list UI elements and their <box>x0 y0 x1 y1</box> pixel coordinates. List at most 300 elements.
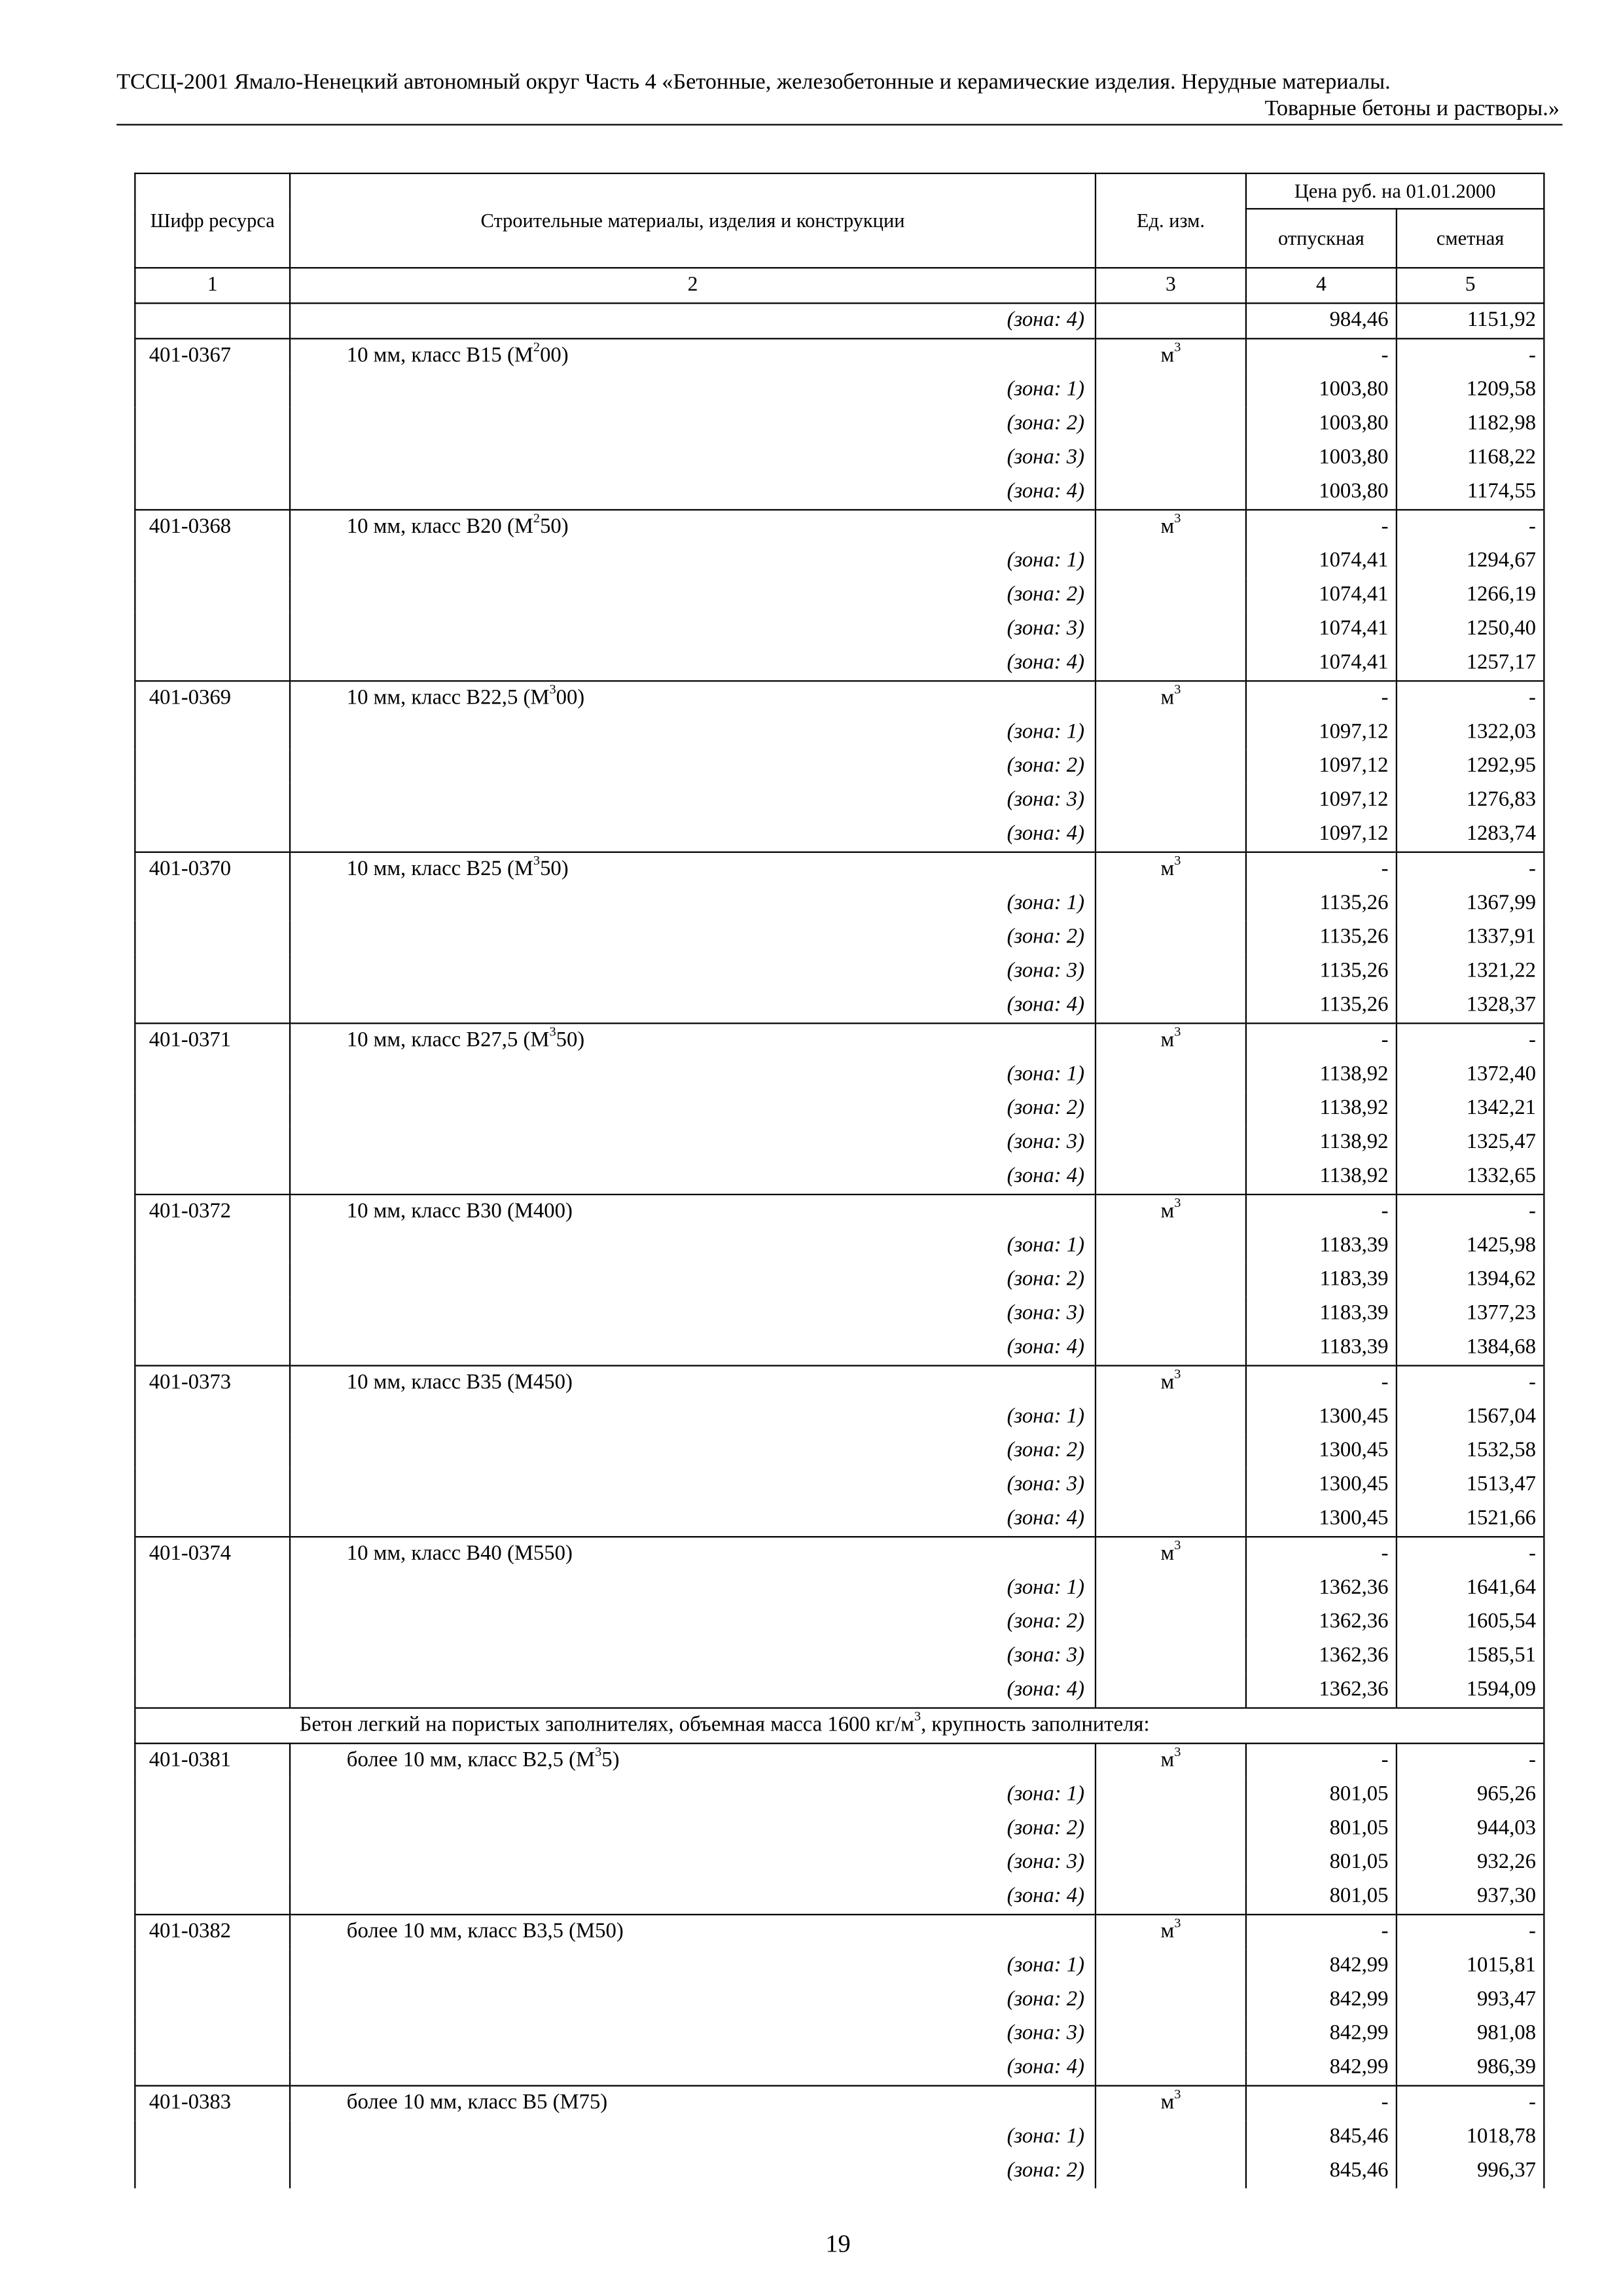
resource-name-tail: 5) <box>601 1748 620 1772</box>
resource-code-cell <box>135 545 290 579</box>
release-price: 984,46 <box>1246 303 1397 338</box>
release-price: - <box>1246 510 1397 545</box>
column-number: 4 <box>1246 268 1397 303</box>
zone-label: (зона: 3) <box>290 783 1096 817</box>
column-number: 2 <box>290 268 1096 303</box>
release-price: - <box>1246 1537 1397 1571</box>
resource-code-cell <box>135 1812 290 1846</box>
estimate-price: 996,37 <box>1397 2155 1544 2189</box>
zone-label: (зона: 4) <box>290 303 1096 338</box>
table-row <box>135 989 1544 1024</box>
estimate-price: 944,03 <box>1397 1812 1544 1846</box>
release-price: 1097,12 <box>1246 783 1397 817</box>
zone-label: (зона: 2) <box>290 1263 1096 1297</box>
unit-cell <box>1096 303 1246 338</box>
estimate-price: 1018,78 <box>1397 2121 1544 2155</box>
resource-row <box>135 1537 1544 1571</box>
unit-cell <box>1096 887 1246 921</box>
table-row <box>135 749 1544 783</box>
table-row <box>135 1778 1544 1812</box>
resource-code: 401-0368 <box>135 510 290 545</box>
zone-label: (зона: 4) <box>290 1880 1096 1914</box>
estimate-price: 1372,40 <box>1397 1058 1544 1092</box>
table-row <box>135 2121 1544 2155</box>
unit-superscript: 3 <box>1174 2087 1181 2102</box>
resource-name-text: 10 мм, класс В40 (М550) <box>346 1541 573 1566</box>
release-price: 1135,26 <box>1246 955 1397 989</box>
release-price: 801,05 <box>1246 1880 1397 1914</box>
table-row <box>135 407 1544 441</box>
resource-price-table <box>134 173 1544 2189</box>
estimate-price: 1276,83 <box>1397 783 1544 817</box>
zone-label: (зона: 1) <box>290 1229 1096 1263</box>
zone-label: (зона: 1) <box>290 1571 1096 1605</box>
table-row <box>135 1058 1544 1092</box>
resource-name-superscript: 2 <box>533 511 541 526</box>
resource-code-cell <box>135 2155 290 2189</box>
resource-name-text: более 10 мм, класс В2,5 (М <box>346 1748 596 1772</box>
table-row <box>135 475 1544 510</box>
table-row <box>135 1160 1544 1194</box>
header-rule <box>116 124 1562 125</box>
table-row <box>135 646 1544 681</box>
table-row <box>135 1297 1544 1331</box>
resource-code-cell <box>135 2017 290 2051</box>
resource-code-cell <box>135 921 290 955</box>
unit-cell <box>1096 749 1246 783</box>
release-price: 842,99 <box>1246 2051 1397 2086</box>
release-price: 1097,12 <box>1246 749 1397 783</box>
release-price: 1183,39 <box>1246 1229 1397 1263</box>
zone-label: (зона: 2) <box>290 1605 1096 1640</box>
resource-code-cell <box>135 783 290 817</box>
release-price: 1138,92 <box>1246 1160 1397 1194</box>
release-price: - <box>1246 1194 1397 1229</box>
estimate-price: 1342,21 <box>1397 1092 1544 1126</box>
resource-code-cell <box>135 475 290 510</box>
resource-name-text: 10 мм, класс В30 (М400) <box>346 1199 573 1223</box>
resource-row <box>135 1744 1544 1778</box>
table-row <box>135 2155 1544 2189</box>
resource-code-cell <box>135 1949 290 1983</box>
unit-cell <box>1096 1434 1246 1468</box>
section-row <box>135 1708 1544 1744</box>
resource-code-cell <box>135 1502 290 1537</box>
release-price: 1138,92 <box>1246 1126 1397 1160</box>
unit-cell <box>1096 1468 1246 1502</box>
estimate-price: 986,39 <box>1397 2051 1544 2086</box>
resource-name-tail: 00) <box>556 686 585 710</box>
resource-name-text: 10 мм, класс В15 (М <box>346 344 533 368</box>
unit-cell <box>1096 2121 1246 2155</box>
unit-cell <box>1096 1812 1246 1846</box>
estimate-price: 1641,64 <box>1397 1571 1544 1605</box>
zone-label: (зона: 4) <box>290 1160 1096 1194</box>
table-row <box>135 1983 1544 2017</box>
resource-code-cell <box>135 1846 290 1880</box>
estimate-price: 1182,98 <box>1397 407 1544 441</box>
unit-cell <box>1096 1092 1246 1126</box>
unit-text: м <box>1160 1028 1175 1052</box>
unit-cell <box>1096 1229 1246 1263</box>
unit-cell <box>1096 1537 1246 1571</box>
resource-name <box>290 681 1096 715</box>
resource-row <box>135 2086 1544 2121</box>
unit-text: м <box>1160 1920 1175 1944</box>
zone-label: (зона: 4) <box>290 1674 1096 1708</box>
resource-code-cell <box>135 646 290 681</box>
section-heading <box>135 1708 1544 1744</box>
resource-row <box>135 338 1544 373</box>
estimate-price: 1377,23 <box>1397 1297 1544 1331</box>
estimate-price: 981,08 <box>1397 2017 1544 2051</box>
release-price: 1138,92 <box>1246 1092 1397 1126</box>
resource-code-cell <box>135 2051 290 2086</box>
table-row <box>135 1229 1544 1263</box>
table-row <box>135 1434 1544 1468</box>
release-price: 1138,92 <box>1246 1058 1397 1092</box>
zone-label: (зона: 3) <box>290 955 1096 989</box>
resource-name <box>290 852 1096 887</box>
estimate-price: 1328,37 <box>1397 989 1544 1024</box>
table-row <box>135 1468 1544 1502</box>
unit-cell <box>1096 1401 1246 1435</box>
release-price: 845,46 <box>1246 2121 1397 2155</box>
unit-cell <box>1096 1194 1246 1229</box>
unit-cell <box>1096 1126 1246 1160</box>
release-price: - <box>1246 1914 1397 1949</box>
resource-code-cell <box>135 1229 290 1263</box>
unit-cell <box>1096 1605 1246 1640</box>
zone-label: (зона: 1) <box>290 1778 1096 1812</box>
unit-cell <box>1096 1640 1246 1674</box>
resource-row <box>135 1023 1544 1058</box>
resource-code: 401-0367 <box>135 338 290 373</box>
unit-text: м <box>1160 514 1175 539</box>
release-price: 1300,45 <box>1246 1434 1397 1468</box>
table-row <box>135 1640 1544 1674</box>
resource-name-superscript: 3 <box>549 681 556 697</box>
resource-code-cell <box>135 373 290 407</box>
resource-row <box>135 852 1544 887</box>
resource-name-superscript: 2 <box>533 339 541 355</box>
release-price: 1183,39 <box>1246 1331 1397 1366</box>
unit-superscript: 3 <box>1174 1537 1181 1553</box>
page-number: 19 <box>825 2229 851 2258</box>
table-row <box>135 1571 1544 1605</box>
resource-code-cell <box>135 1640 290 1674</box>
unit-cell <box>1096 2051 1246 2086</box>
estimate-price: 1250,40 <box>1397 613 1544 647</box>
estimate-price: 1151,92 <box>1397 303 1544 338</box>
resource-code-cell <box>135 1297 290 1331</box>
release-price: - <box>1246 2086 1397 2121</box>
estimate-price: 1585,51 <box>1397 1640 1544 1674</box>
estimate-price: 1283,74 <box>1397 817 1544 852</box>
zone-label: (зона: 4) <box>290 475 1096 510</box>
resource-code-cell <box>135 1331 290 1366</box>
unit-cell <box>1096 2017 1246 2051</box>
zone-label: (зона: 2) <box>290 921 1096 955</box>
table-row <box>135 1674 1544 1708</box>
estimate-price: 1513,47 <box>1397 1468 1544 1502</box>
unit-cell <box>1096 2155 1246 2189</box>
resource-code-cell <box>135 1468 290 1502</box>
resource-code-cell <box>135 1605 290 1640</box>
table-body <box>135 303 1544 2188</box>
resource-code: 401-0370 <box>135 852 290 887</box>
table-row <box>135 1949 1544 1983</box>
unit-text: м <box>1160 344 1175 368</box>
release-price: 1074,41 <box>1246 545 1397 579</box>
table-row <box>135 1331 1544 1366</box>
column-header-code: Шифр ресурса <box>135 173 290 268</box>
unit-cell <box>1096 441 1246 475</box>
column-header-estimate-price: сметная <box>1397 209 1544 268</box>
release-price: 1362,36 <box>1246 1605 1397 1640</box>
table-row <box>135 1812 1544 1846</box>
resource-code-cell <box>135 887 290 921</box>
release-price: 1003,80 <box>1246 373 1397 407</box>
resource-name-text: 10 мм, класс В27,5 (М <box>346 1028 550 1052</box>
unit-cell <box>1096 373 1246 407</box>
estimate-price: 993,47 <box>1397 1983 1544 2017</box>
zone-label: (зона: 2) <box>290 1812 1096 1846</box>
unit-superscript: 3 <box>1174 1744 1181 1759</box>
unit-cell <box>1096 545 1246 579</box>
resource-name <box>290 1537 1096 1571</box>
resource-code-cell <box>135 1880 290 1914</box>
unit-cell <box>1096 1880 1246 1914</box>
zone-label: (зона: 3) <box>290 1468 1096 1502</box>
estimate-price: 1292,95 <box>1397 749 1544 783</box>
release-price: - <box>1246 1023 1397 1058</box>
unit-cell <box>1096 1571 1246 1605</box>
release-price: 1362,36 <box>1246 1640 1397 1674</box>
resource-name-text: 10 мм, класс В20 (М <box>346 514 533 539</box>
table-row <box>135 715 1544 749</box>
resource-name-tail: 50) <box>540 514 569 539</box>
estimate-price: - <box>1397 510 1544 545</box>
table-row <box>135 1605 1544 1640</box>
table-row <box>135 1502 1544 1537</box>
zone-label: (зона: 1) <box>290 1949 1096 1983</box>
release-price: 842,99 <box>1246 2017 1397 2051</box>
zone-label: (зона: 4) <box>290 1331 1096 1366</box>
zone-label: (зона: 1) <box>290 715 1096 749</box>
unit-cell <box>1096 1502 1246 1537</box>
unit-cell <box>1096 715 1246 749</box>
resource-code: 401-0372 <box>135 1194 290 1229</box>
zone-label: (зона: 4) <box>290 1502 1096 1537</box>
unit-text: м <box>1160 1748 1175 1772</box>
table-row <box>135 2051 1544 2086</box>
resource-code-cell <box>135 1160 290 1194</box>
resource-name-text: более 10 мм, класс В3,5 (М50) <box>346 1920 624 1944</box>
table-row <box>135 303 1544 338</box>
release-price: 1300,45 <box>1246 1468 1397 1502</box>
estimate-price: 965,26 <box>1397 1778 1544 1812</box>
resource-code-cell <box>135 955 290 989</box>
zone-label: (зона: 3) <box>290 441 1096 475</box>
zone-label: (зона: 3) <box>290 1640 1096 1674</box>
zone-label: (зона: 3) <box>290 1126 1096 1160</box>
zone-label: (зона: 4) <box>290 989 1096 1024</box>
resource-name-text: 10 мм, класс В25 (М <box>346 857 533 881</box>
resource-name-tail: 00) <box>540 344 569 368</box>
estimate-price: 1168,22 <box>1397 441 1544 475</box>
unit-cell <box>1096 1778 1246 1812</box>
resource-code: 401-0381 <box>135 1744 290 1778</box>
estimate-price: 1322,03 <box>1397 715 1544 749</box>
estimate-price: 1332,65 <box>1397 1160 1544 1194</box>
release-price: 1074,41 <box>1246 579 1397 613</box>
zone-label: (зона: 1) <box>290 887 1096 921</box>
zone-label: (зона: 3) <box>290 1846 1096 1880</box>
table-row <box>135 373 1544 407</box>
resource-name-superscript: 3 <box>533 853 541 869</box>
zone-label: (зона: 2) <box>290 407 1096 441</box>
estimate-price: 1257,17 <box>1397 646 1544 681</box>
resource-code-cell <box>135 715 290 749</box>
resource-code: 401-0371 <box>135 1023 290 1058</box>
unit-superscript: 3 <box>1174 1195 1181 1211</box>
column-header-name: Строительные материалы, изделия и конструкции <box>290 173 1096 268</box>
resource-code-cell <box>135 303 290 338</box>
unit-text: м <box>1160 1199 1175 1223</box>
unit-cell <box>1096 1023 1246 1058</box>
table-row <box>135 1092 1544 1126</box>
estimate-price: 937,30 <box>1397 1880 1544 1914</box>
column-header-unit: Ед. изм. <box>1096 173 1246 268</box>
unit-cell <box>1096 475 1246 510</box>
resource-code-cell <box>135 1263 290 1297</box>
release-price: 1135,26 <box>1246 887 1397 921</box>
estimate-price: 1321,22 <box>1397 955 1544 989</box>
resource-name-superscript: 3 <box>549 1024 556 1039</box>
table-row <box>135 2017 1544 2051</box>
unit-cell <box>1096 989 1246 1024</box>
unit-cell <box>1096 407 1246 441</box>
resource-code-cell <box>135 817 290 852</box>
release-price: 801,05 <box>1246 1812 1397 1846</box>
resource-name <box>290 2086 1096 2121</box>
release-price: - <box>1246 852 1397 887</box>
release-price: 1003,80 <box>1246 441 1397 475</box>
column-number: 5 <box>1397 268 1544 303</box>
resource-code-cell <box>135 613 290 647</box>
zone-label: (зона: 4) <box>290 817 1096 852</box>
resource-row <box>135 681 1544 715</box>
release-price: 1183,39 <box>1246 1263 1397 1297</box>
unit-cell <box>1096 2086 1246 2121</box>
estimate-price: - <box>1397 1914 1544 1949</box>
unit-cell <box>1096 1744 1246 1778</box>
resource-code-cell <box>135 1983 290 2017</box>
table-row <box>135 441 1544 475</box>
release-price: 1135,26 <box>1246 989 1397 1024</box>
zone-label: (зона: 3) <box>290 1297 1096 1331</box>
table-row <box>135 955 1544 989</box>
release-price: 1300,45 <box>1246 1401 1397 1435</box>
column-header-price-group: Цена руб. на 01.01.2000 <box>1246 173 1544 209</box>
zone-label: (зона: 2) <box>290 2155 1096 2189</box>
zone-label: (зона: 2) <box>290 1434 1096 1468</box>
unit-text: м <box>1160 1371 1175 1395</box>
table-row <box>135 783 1544 817</box>
estimate-price: 1325,47 <box>1397 1126 1544 1160</box>
resource-code-cell <box>135 1126 290 1160</box>
release-price: 801,05 <box>1246 1846 1397 1880</box>
unit-cell <box>1096 1983 1246 2017</box>
estimate-price: 1174,55 <box>1397 475 1544 510</box>
estimate-price: - <box>1397 1023 1544 1058</box>
unit-cell <box>1096 1263 1246 1297</box>
unit-cell <box>1096 921 1246 955</box>
zone-label: (зона: 1) <box>290 1058 1096 1092</box>
unit-superscript: 3 <box>1174 681 1181 697</box>
resource-name <box>290 1023 1096 1058</box>
unit-cell <box>1096 681 1246 715</box>
release-price: 1003,80 <box>1246 407 1397 441</box>
unit-cell <box>1096 1949 1246 1983</box>
release-price: - <box>1246 681 1397 715</box>
estimate-price: - <box>1397 852 1544 887</box>
unit-superscript: 3 <box>1174 1024 1181 1039</box>
zone-label: (зона: 2) <box>290 749 1096 783</box>
release-price: 1097,12 <box>1246 715 1397 749</box>
resource-code: 401-0369 <box>135 681 290 715</box>
unit-cell <box>1096 1160 1246 1194</box>
resource-code-cell <box>135 441 290 475</box>
section-heading-superscript: 3 <box>914 1709 921 1724</box>
release-price: 842,99 <box>1246 1983 1397 2017</box>
resource-name <box>290 510 1096 545</box>
section-heading-tail: , крупность заполнителя: <box>921 1713 1150 1737</box>
resource-name-text: 10 мм, класс В35 (М450) <box>346 1371 573 1395</box>
column-number: 1 <box>135 268 290 303</box>
resource-name-superscript: 3 <box>595 1744 602 1759</box>
estimate-price: - <box>1397 1537 1544 1571</box>
unit-text: м <box>1160 1541 1175 1566</box>
resource-name <box>290 1744 1096 1778</box>
resource-code-cell <box>135 407 290 441</box>
zone-label: (зона: 1) <box>290 2121 1096 2155</box>
resource-name <box>290 1366 1096 1401</box>
resource-name-text: 10 мм, класс В22,5 (М <box>346 686 550 710</box>
resource-code-cell <box>135 1674 290 1708</box>
release-price: 1362,36 <box>1246 1674 1397 1708</box>
unit-cell <box>1096 1297 1246 1331</box>
resource-row <box>135 1366 1544 1401</box>
estimate-price: 1209,58 <box>1397 373 1544 407</box>
unit-text: м <box>1160 686 1175 710</box>
unit-cell <box>1096 1914 1246 1949</box>
section-heading-text: Бетон легкий на пористых заполнителях, объемная масса 1600 кг/м <box>299 1713 914 1737</box>
zone-label: (зона: 1) <box>290 373 1096 407</box>
estimate-price: - <box>1397 1194 1544 1229</box>
release-price: 1300,45 <box>1246 1502 1397 1537</box>
column-header-release-price: отпускная <box>1246 209 1397 268</box>
header-line-1: ТССЦ-2001 Ямало-Ненецкий автономный округ Часть 4 «Бетонные, железобетонные и керамические изделия. Нерудные материалы. <box>116 69 1391 95</box>
unit-cell <box>1096 817 1246 852</box>
unit-superscript: 3 <box>1174 339 1181 355</box>
zone-label: (зона: 4) <box>290 646 1096 681</box>
unit-cell <box>1096 1058 1246 1092</box>
zone-label: (зона: 2) <box>290 1092 1096 1126</box>
estimate-price: 1015,81 <box>1397 1949 1544 1983</box>
release-price: 1362,36 <box>1246 1571 1397 1605</box>
